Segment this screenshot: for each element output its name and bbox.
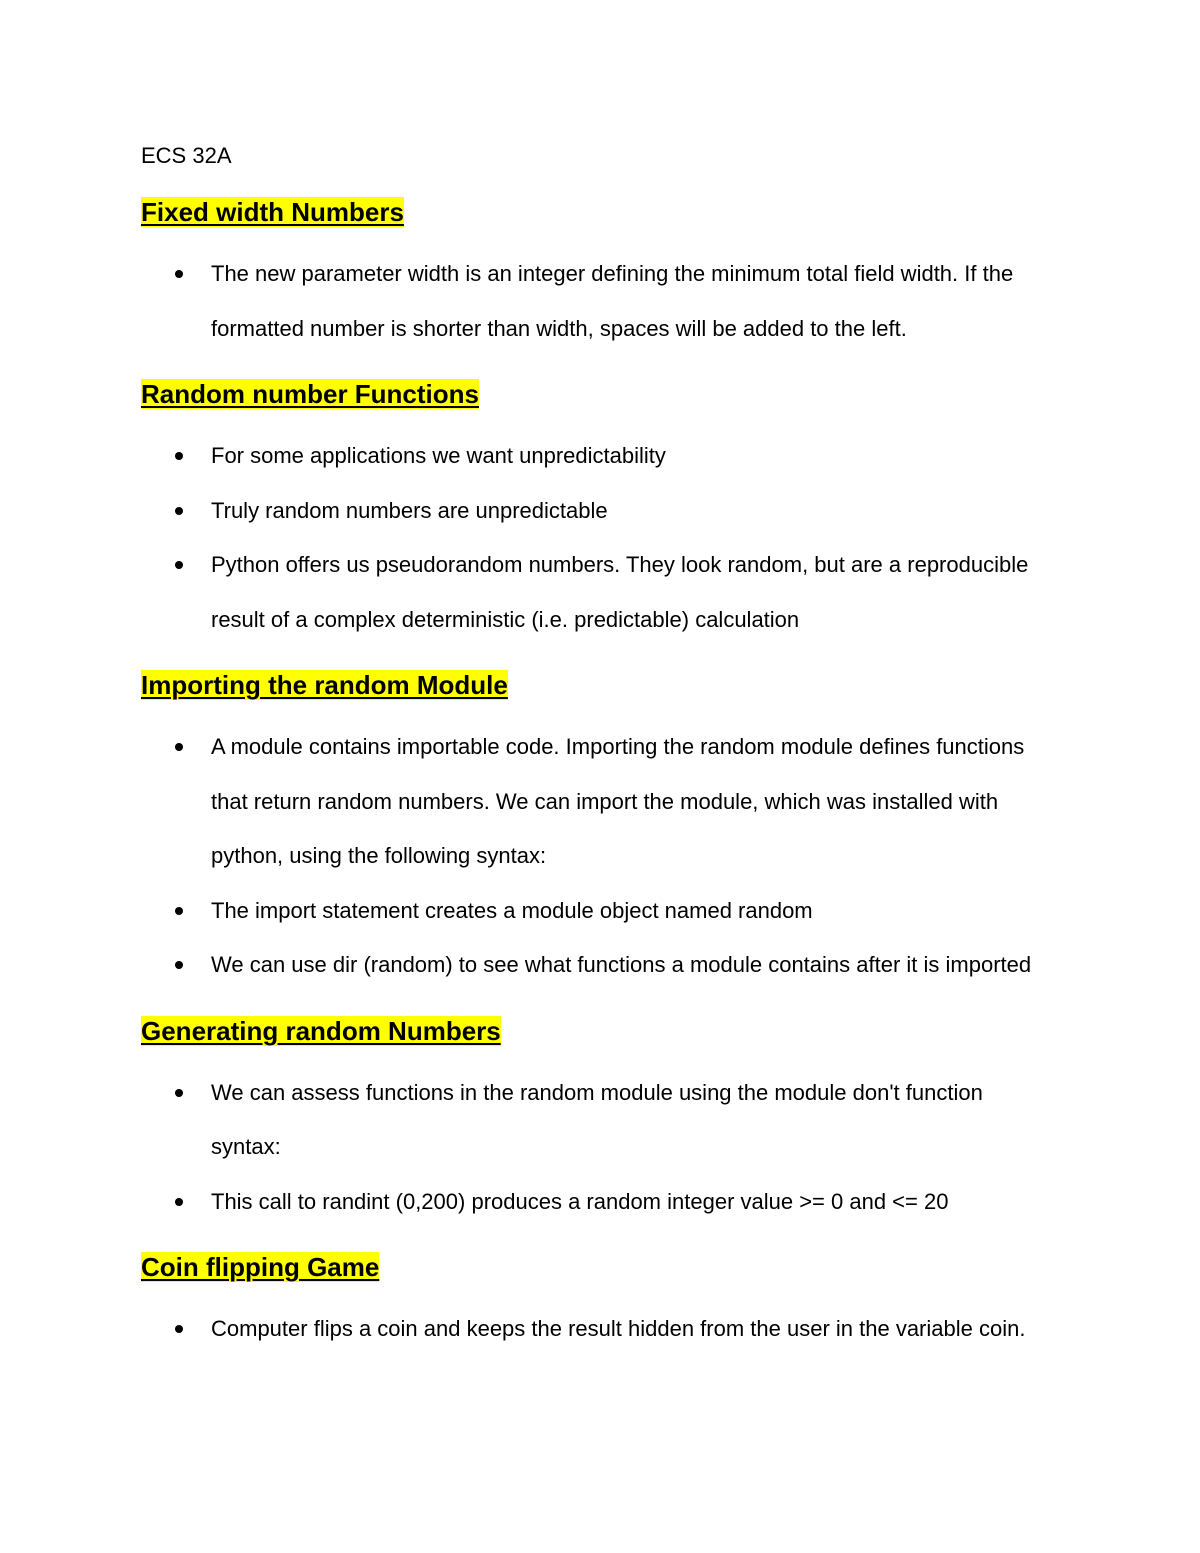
highlighted-heading-text: Coin flipping Game xyxy=(141,1252,380,1282)
document-page xyxy=(141,138,1051,1357)
list-item-text: For some applications we want unpredictability xyxy=(211,443,666,468)
list-item-text: We can assess functions in the random module using the module don't function syntax: xyxy=(211,1079,983,1159)
section-fixed-width-numbers xyxy=(141,194,1051,356)
highlighted-heading-text: Random number Functions xyxy=(141,379,479,409)
bullet-list xyxy=(141,720,1051,993)
bullet-icon xyxy=(175,507,183,515)
course-title: ECS 32A xyxy=(141,143,232,168)
bullet-icon xyxy=(175,561,183,569)
list-item xyxy=(141,538,1051,647)
list-item xyxy=(141,938,1051,993)
list-item xyxy=(141,1066,1051,1175)
list-item xyxy=(141,1302,1051,1357)
list-item-text: This call to randint (0,200) produces a random integer value >= 0 and <= 20 xyxy=(211,1188,949,1214)
list-item xyxy=(141,247,1051,356)
section-heading xyxy=(141,1013,1051,1049)
list-item-text: The import statement creates a module object named random xyxy=(211,897,813,923)
bullet-icon xyxy=(175,1198,183,1206)
bullet-icon xyxy=(175,270,183,278)
highlighted-heading-text: Importing the random Module xyxy=(141,670,508,700)
bullet-icon xyxy=(175,743,183,751)
list-item-text: Truly random numbers are unpredictable xyxy=(211,497,608,523)
bullet-list xyxy=(141,247,1051,356)
section-coin-flipping-game xyxy=(141,1249,1051,1357)
bullet-list xyxy=(141,429,1051,647)
highlighted-heading-text: Generating random Numbers xyxy=(141,1015,501,1046)
list-item-text: The new parameter width is an integer defining the minimum total field width. If the formatted number is shorter than width, spaces will be added to the left. xyxy=(211,261,1014,341)
section-generating-random-numbers xyxy=(141,1013,1051,1230)
list-item-text: We can use dir (random) to see what functions a module contains after it is imported xyxy=(211,952,1032,977)
section-heading xyxy=(141,667,1051,703)
section-random-number-functions xyxy=(141,376,1051,647)
section-heading xyxy=(141,194,1051,230)
bullet-icon xyxy=(175,907,183,915)
list-item-text: Computer flips a coin and keeps the result hidden from the user in the variable coin. xyxy=(211,1316,1026,1341)
list-item xyxy=(141,484,1051,539)
bullet-icon xyxy=(175,1089,183,1097)
bullet-list xyxy=(141,1302,1051,1357)
list-item xyxy=(141,1175,1051,1230)
list-item xyxy=(141,720,1051,884)
list-item xyxy=(141,429,1051,484)
list-item-text: A module contains importable code. Importing the random module defines functions that return random numbers. We can import the module, which was installed with python, using the following syntax: xyxy=(211,734,1025,868)
section-heading xyxy=(141,376,1051,412)
bullet-icon xyxy=(175,961,183,969)
bullet-list xyxy=(141,1066,1051,1230)
bullet-icon xyxy=(175,1325,183,1333)
bullet-icon xyxy=(175,452,183,460)
list-item xyxy=(141,884,1051,939)
highlighted-heading-text: Fixed width Numbers xyxy=(141,197,404,227)
section-importing-random-module xyxy=(141,667,1051,993)
section-heading xyxy=(141,1249,1051,1285)
list-item-text: Python offers us pseudorandom numbers. They look random, but are a reproducible result of a complex deterministic (i.e. predictable) calculation xyxy=(211,552,1029,632)
